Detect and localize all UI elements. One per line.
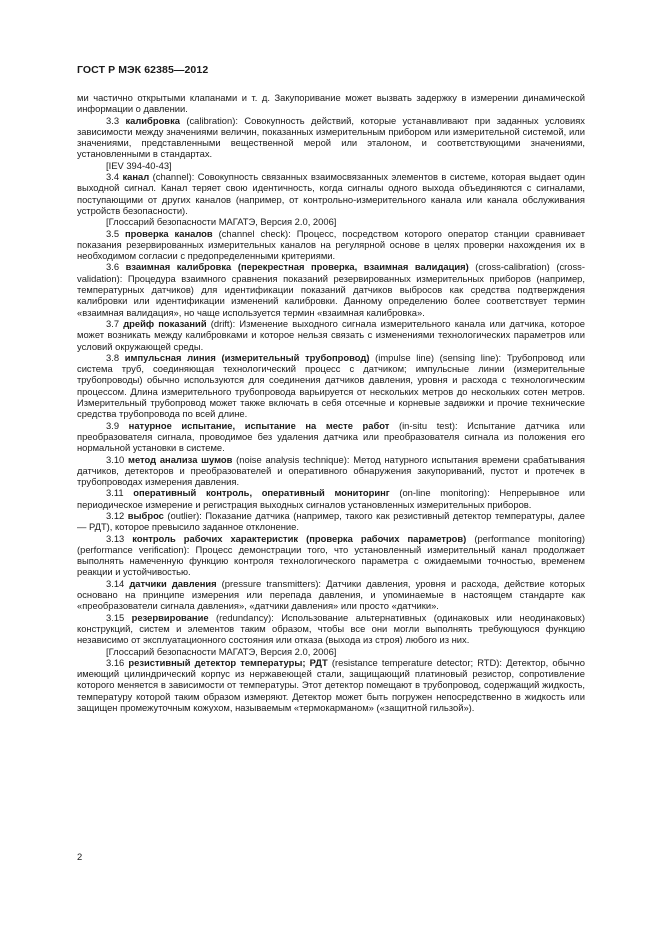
- intro-paragraph: ми частично открытыми клапанами и т. д. Закупоривание может вызвать задержку в измерении динамической информации о давлении.: [77, 92, 585, 115]
- entry-term: калибровка: [125, 114, 180, 126]
- entry-definition: (cross-calibration) (cross-validation): Процедура взаимного сравнения показаний резервированных измерительных приборов (например, температурных датчиков) для идентификации показаний датчиков выбросов как средства подтверждения калибровки или идентификации изменений калибровки. Данному определению более соответствует термин «взаимная валидация», но чаще используется термин «взаимная калибровка».: [77, 261, 585, 318]
- entry-definition: (performance monitoring)(performance verification): Процесс демонстрации того, что установленный измерительный канал продолжает выполнять намеченную функцию контроля технологического параметра с ожидаемыми точностью, временем реакции и устойчивостью.: [77, 532, 585, 578]
- definition-entry: [77, 612, 585, 646]
- definition-entry: [77, 171, 585, 216]
- citation: [Глоссарий безопасности МАГАТЭ, Версия 2.0, 2006]: [106, 216, 337, 228]
- entry-number: 3.15: [106, 611, 125, 623]
- document-body: [77, 92, 585, 713]
- entry-number: 3.4: [106, 171, 120, 183]
- definition-entry: [77, 578, 585, 612]
- entry-definition: (resistance temperature detector; RTD): Детектор, обычно имеющий цилиндрический корпус из нержавеющей стали, защищающий платиновый резистор, сопротивление которого меняется в зависимости от температуры. Этот детектор помещают в трубопровод, содержащий жидкость, температуру которой таким образом измеряют. Детектор может быть погружен непосредственно в жидкость или защищен промежуточным кожухом, называемым «термокарманом» («защитной гильзой»).: [77, 656, 585, 714]
- entry-term: резистивный детектор температуры; РДТ: [128, 656, 328, 668]
- citation: [Глоссарий безопасности МАГАТЭ, Версия 2.0, 2006]: [106, 645, 337, 657]
- entry-term: импульсная линия (измерительный трубопровод): [124, 351, 370, 363]
- entry-definition: (outlier): Показание датчика (например, такого как резистивный детектор температуры, далее — РДТ), которое превысило заданное отклонение.: [77, 509, 585, 533]
- entry-number: 3.12: [106, 509, 125, 521]
- entry-number: 3.7: [106, 317, 120, 329]
- entry-number: 3.11: [106, 487, 124, 499]
- entry-number: 3.14: [106, 577, 125, 589]
- entry-number: 3.6: [106, 261, 120, 273]
- definition-entry: [77, 420, 585, 454]
- definition-entry: [77, 228, 585, 262]
- entry-term: датчики давления: [129, 577, 217, 589]
- entry-definition: (on-line monitoring): Непрерывное или периодическое измерение и регистрация выходных сигналов установленных измерительных приборов.: [77, 487, 586, 510]
- entry-definition: (pressure transmitters): Датчики давления, уровня и расхода, действие которых основано на принципе измерения или перепада давления, и упоминаемые в настоящем стандарте как «преобразователи сигнала давления», «датчики давления» или просто «датчики».: [77, 577, 585, 612]
- entry-definition: (channel check): Процесс, посредством которого оператор станции сравнивает показания резервированных измерительных каналов на регулярной основе в целях проверки нахождения их в необходимом согласии с предопределенными критериями.: [77, 227, 586, 262]
- definition-entry: [77, 657, 585, 713]
- entry-definition: (calibration): Совокупность действий, которые устанавливают при заданных условиях зависимости между значениями величин, показанных измерительным прибором или измерительной системой, или значениями, представленными вещественной мерой или эталоном, и соответствующими значениями, установленными в стандартах.: [77, 114, 585, 160]
- entry-term: метод анализа шумов: [128, 453, 233, 465]
- page-number: 2: [77, 851, 83, 862]
- entry-number: 3.5: [106, 227, 120, 239]
- entry-term: взаимная калибровка (перекрестная проверка, взаимная валидация): [125, 261, 469, 273]
- entry-number: 3.9: [106, 419, 120, 431]
- document-header: ГОСТ Р МЭК 62385—2012: [77, 64, 209, 76]
- entry-definition: (in-situ test): Испытание датчика или преобразователя сигнала, проводимое без удаления датчика или преобразователя сигнала из положения его нормальной установки в системе.: [77, 419, 586, 454]
- entry-definition: (redundancy): Использование альтернативных (одинаковых или неодинаковых) конструкций, систем и элементов таким образом, чтобы все они могли выполнять требующуюся функцию независимо от эксплуатационного состояния или отказа (выхода из строя) любого из них.: [77, 611, 585, 646]
- definition-entry: [77, 115, 585, 160]
- entry-number: 3.13: [106, 532, 125, 544]
- entry-definition: (channel): Совокупность связанных взаимосвязанных элементов в системе, которая выдает один выходной сигнал. Канал теряет свою идентичность, когда сигналы одного выхода объединяются с сигналами, поступающими от других каналов (например, от контрольно-измерительного канала или канала обслуживания устройств безопасности).: [77, 171, 585, 216]
- entry-term: резервирование: [131, 611, 209, 623]
- entry-number: 3.16: [106, 656, 125, 668]
- definition-entry: [77, 318, 585, 352]
- definition-entry: [77, 533, 585, 578]
- definition-entry: [77, 454, 585, 488]
- entry-definition: (impulse line) (sensing line): Трубопровод или система труб, соединяющая технологический процесс с датчиком; импульсные линии (измерительные трубопроводы) обычно используются для соединения датчиков давления, уровня и расхода с технологическим процессом. Длина измерительного трубопровода варьируется от нескольких метров до нескольких сотен метров. Измерительный трубопровод может также включать в себя отсечные и корневые задвижки и прочие технические средства трубопровода по всей длине.: [77, 351, 585, 420]
- entry-definition: (drift): Изменение выходного сигнала измерительного канала или датчика, которое может возникать между калибровками и которое нельзя связать с изменениями технологических параметров или условий окружающей среды.: [77, 317, 585, 352]
- entry-term: проверка каналов: [125, 227, 213, 239]
- citation: [IEV 394-40-43]: [106, 159, 172, 171]
- definition-entry: [77, 352, 585, 420]
- entry-term: оперативный контроль, оперативный мониторинг: [133, 487, 390, 499]
- entry-term: дрейф показаний: [123, 317, 207, 329]
- definition-entry: [77, 510, 585, 533]
- entry-definition: (noise analysis technique): Метод натурного испытания времени срабатывания датчиков, детекторов и преобразователей и оперативного обнаружения закупориваний, пустот и протечек в трубопроводах измерения давления.: [77, 453, 586, 488]
- entry-term: канал: [122, 171, 150, 183]
- entry-number: 3.3: [106, 114, 120, 126]
- entry-term: контроль рабочих характеристик (проверка рабочих параметров): [132, 532, 467, 544]
- entry-number: 3.8: [106, 351, 120, 363]
- entry-term: выброс: [127, 509, 164, 521]
- entry-term: натурное испытание, испытание на месте работ: [128, 419, 390, 431]
- entry-number: 3.10: [106, 453, 125, 465]
- definition-entry: [77, 487, 585, 510]
- definition-entry: [77, 261, 585, 317]
